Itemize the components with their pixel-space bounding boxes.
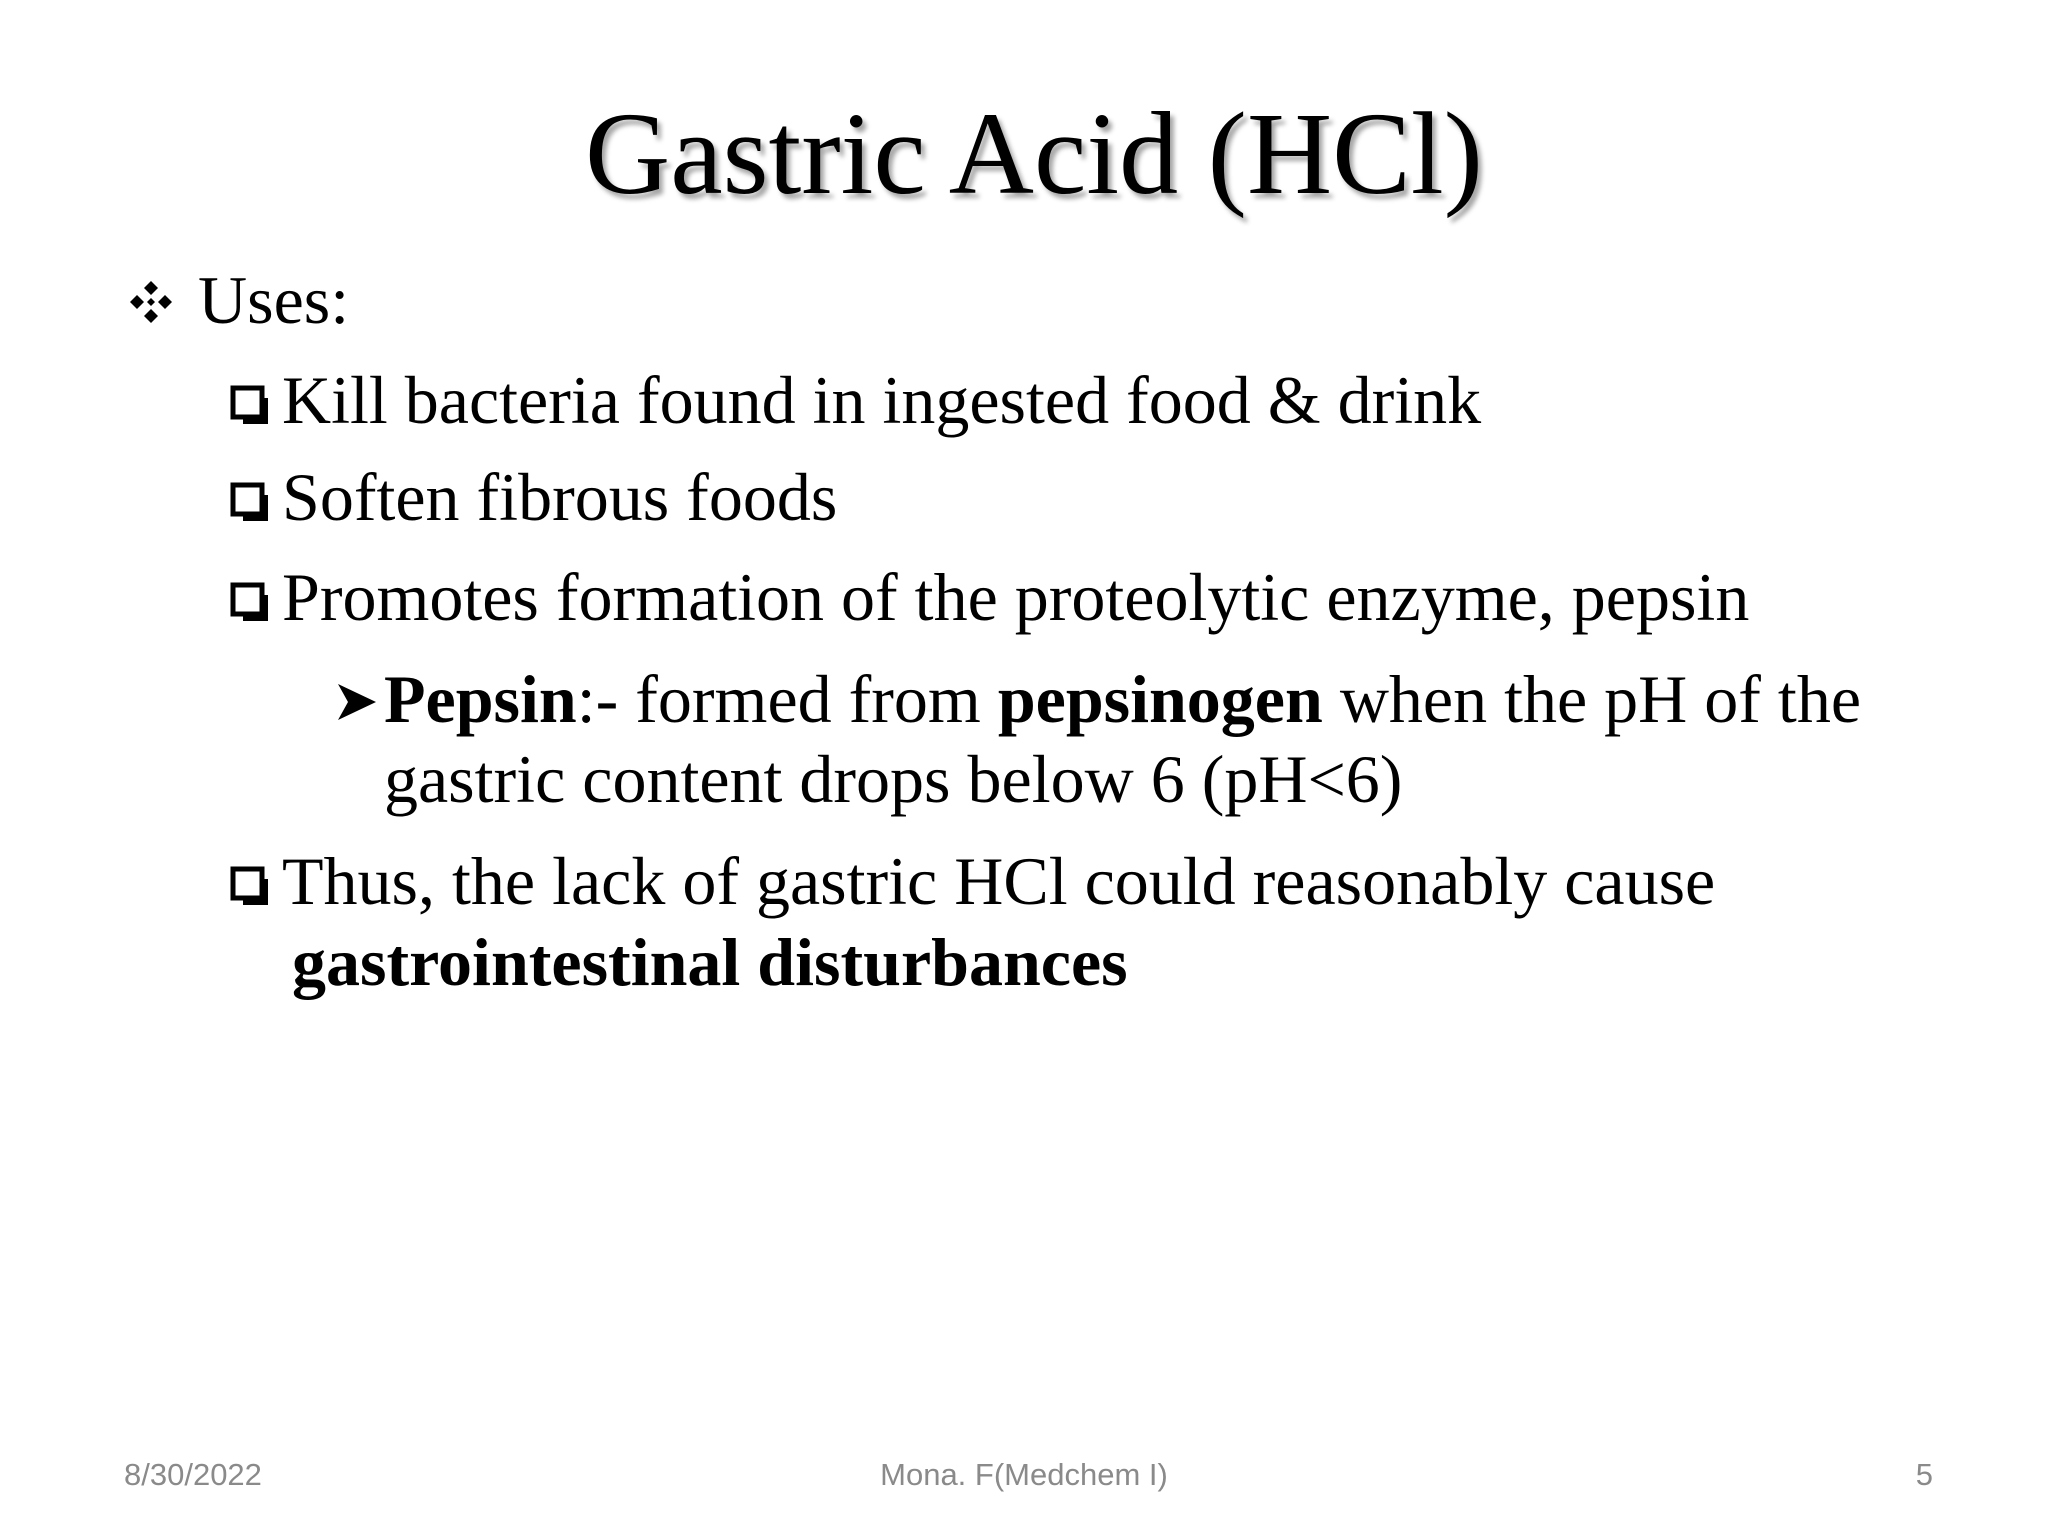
- list-item: [230, 362, 1482, 438]
- checkbox-square-icon: [230, 482, 270, 522]
- section-heading-label: Uses:: [198, 262, 350, 338]
- arrowhead-icon: [334, 680, 378, 724]
- checkbox-square-icon: [230, 582, 270, 622]
- footer-author: Mona. F(Medchem I): [880, 1457, 1168, 1492]
- footer-date: 8/30/2022: [124, 1457, 262, 1492]
- list-item-text: Thus, the lack of gastric HCl could reasonably cause: [282, 843, 1716, 919]
- checkbox-square-icon: [230, 385, 270, 425]
- term-pepsin: Pepsin: [384, 661, 577, 737]
- list-item: [230, 843, 1716, 919]
- list-item-continuation: [292, 924, 1128, 1000]
- sub-item-text-rest: when the pH of the: [1322, 661, 1862, 737]
- slide-title: Gastric Acid (HCl): [585, 88, 1483, 219]
- sub-list-item: [334, 661, 1862, 737]
- section-heading: [128, 262, 350, 338]
- list-item: [230, 459, 838, 535]
- term-gi-disturbances: gastrointestinal disturbances: [292, 924, 1128, 1000]
- sub-list-item-continuation: gastric content drops below 6 (pH<6): [384, 741, 1403, 817]
- list-item-text: Soften fibrous foods: [282, 459, 838, 535]
- list-item-text: Promotes formation of the proteolytic enzyme, pepsin: [282, 559, 1750, 635]
- term-pepsinogen: pepsinogen: [997, 661, 1323, 737]
- list-item: [230, 559, 1750, 635]
- slide-number: 5: [1915, 1457, 1933, 1492]
- four-diamonds-icon: [128, 279, 174, 325]
- sub-item-text: :- formed from: [576, 661, 998, 737]
- checkbox-square-icon: [230, 866, 270, 906]
- list-item-text: Kill bacteria found in ingested food & drink: [282, 362, 1482, 438]
